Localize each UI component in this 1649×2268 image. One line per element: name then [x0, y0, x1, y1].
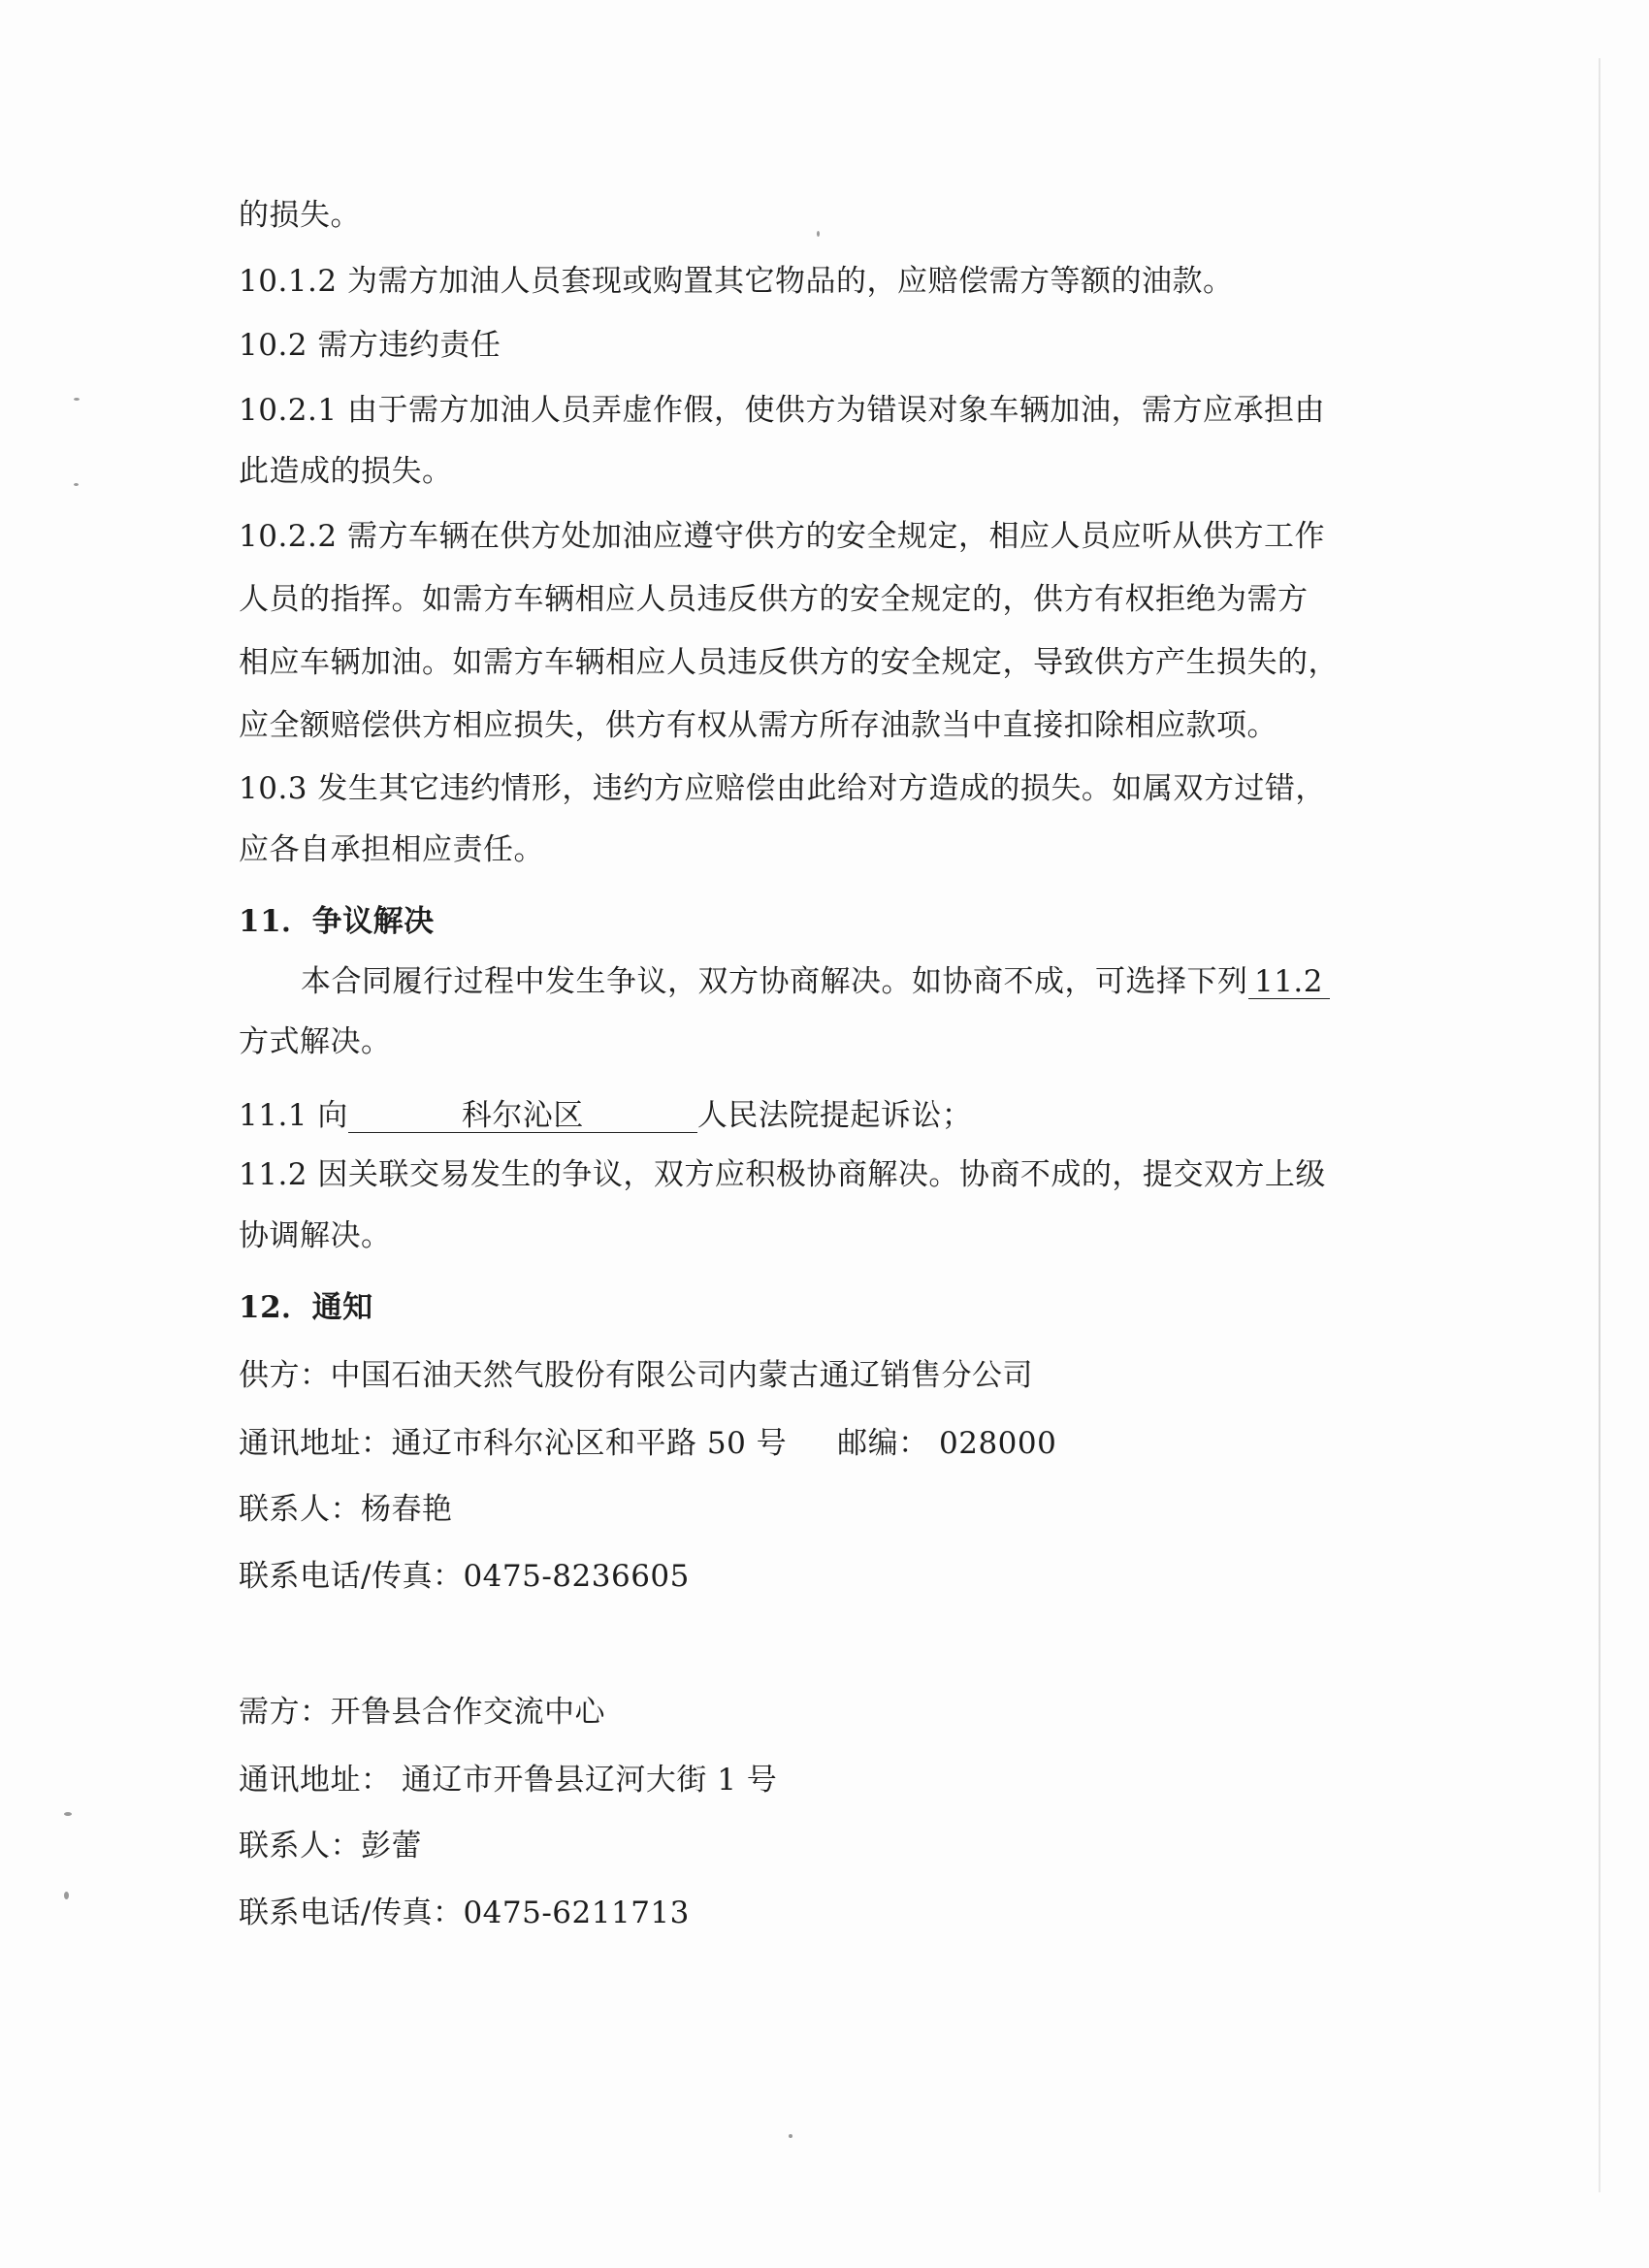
dispute-paragraph: [301, 962, 1330, 1001]
body-line: 的损失。: [239, 198, 361, 233]
supplier-postcode: 邮编： 028000: [837, 1426, 1057, 1461]
dispute-paragraph-end: 方式解决。: [239, 1024, 392, 1059]
buyer-name: 需方：开鲁县合作交流中心: [239, 1695, 605, 1730]
supplier-address: 通讯地址：通辽市科尔沁区和平路 50 号: [239, 1426, 788, 1461]
supplier-address-line: [239, 1424, 1056, 1463]
supplier-name: 供方：中国石油天然气股份有限公司内蒙古通辽销售分公司: [239, 1358, 1033, 1393]
supplier-phone: 联系电话/传真：0475-8236605: [239, 1559, 690, 1594]
section-12-heading: 12．通知: [239, 1290, 373, 1325]
buyer-address: 通讯地址： 通辽市开鲁县辽河大街 1 号: [239, 1763, 778, 1798]
body-line: 应各自承担相应责任。: [239, 832, 544, 867]
scan-speck: [817, 231, 820, 237]
body-line: 相应车辆加油。如需方车辆相应人员违反供方的安全规定，导致供方产生损失的，: [239, 645, 1339, 680]
body-line: 10.2.2 需方车辆在供方处加油应遵守供方的安全规定，相应人员应听从供方工作: [239, 519, 1325, 554]
scan-edge-line: [1599, 58, 1600, 2192]
buyer-phone: 联系电话/传真：0475-6211713: [239, 1895, 690, 1930]
scan-speck: [64, 1892, 69, 1899]
body-line: 10.1.2 为需方加油人员套现或购置其它物品的，应赔偿需方等额的油款。: [239, 264, 1234, 299]
buyer-contact: 联系人：彭蕾: [239, 1829, 422, 1863]
scan-speck: [64, 1812, 72, 1816]
body-line: 人员的指挥。如需方车辆相应人员违反供方的安全规定的，供方有权拒绝为需方: [239, 582, 1309, 617]
dispute-choice-field: 11.2: [1248, 965, 1330, 999]
scan-speck: [74, 398, 80, 401]
dispute-item-2-cont: 协调解决。: [239, 1218, 392, 1253]
dispute-item-1: [239, 1096, 972, 1135]
body-line: 10.2 需方违约责任: [239, 328, 501, 363]
item-1-suffix: 人民法院提起诉讼；: [696, 1098, 973, 1133]
body-line: 10.2.1 由于需方加油人员弄虚作假，使供方为错误对象车辆加油，需方应承担由: [239, 393, 1325, 428]
scan-speck: [74, 483, 79, 486]
body-line: 应全额赔偿供方相应损失，供方有权从需方所存油款当中直接扣除相应款项。: [239, 708, 1277, 743]
supplier-contact: 联系人：杨春艳: [239, 1492, 453, 1527]
dispute-paragraph-text: 本合同履行过程中发生争议，双方协商解决。如协商不成，可选择下列: [301, 964, 1248, 999]
section-11-heading: 11．争议解决: [239, 904, 435, 939]
scan-speck: [789, 2134, 792, 2138]
court-name-field: 科尔沁区: [348, 1099, 697, 1133]
dispute-item-2: 11.2 因关联交易发生的争议，双方应积极协商解决。协商不成的，提交双方上级: [239, 1157, 1326, 1192]
body-line: 10.3 发生其它违约情形，违约方应赔偿由此给对方造成的损失。如属双方过错，: [239, 771, 1326, 806]
body-line: 此造成的损失。: [239, 454, 453, 489]
item-1-prefix: 11.1 向: [239, 1098, 348, 1133]
